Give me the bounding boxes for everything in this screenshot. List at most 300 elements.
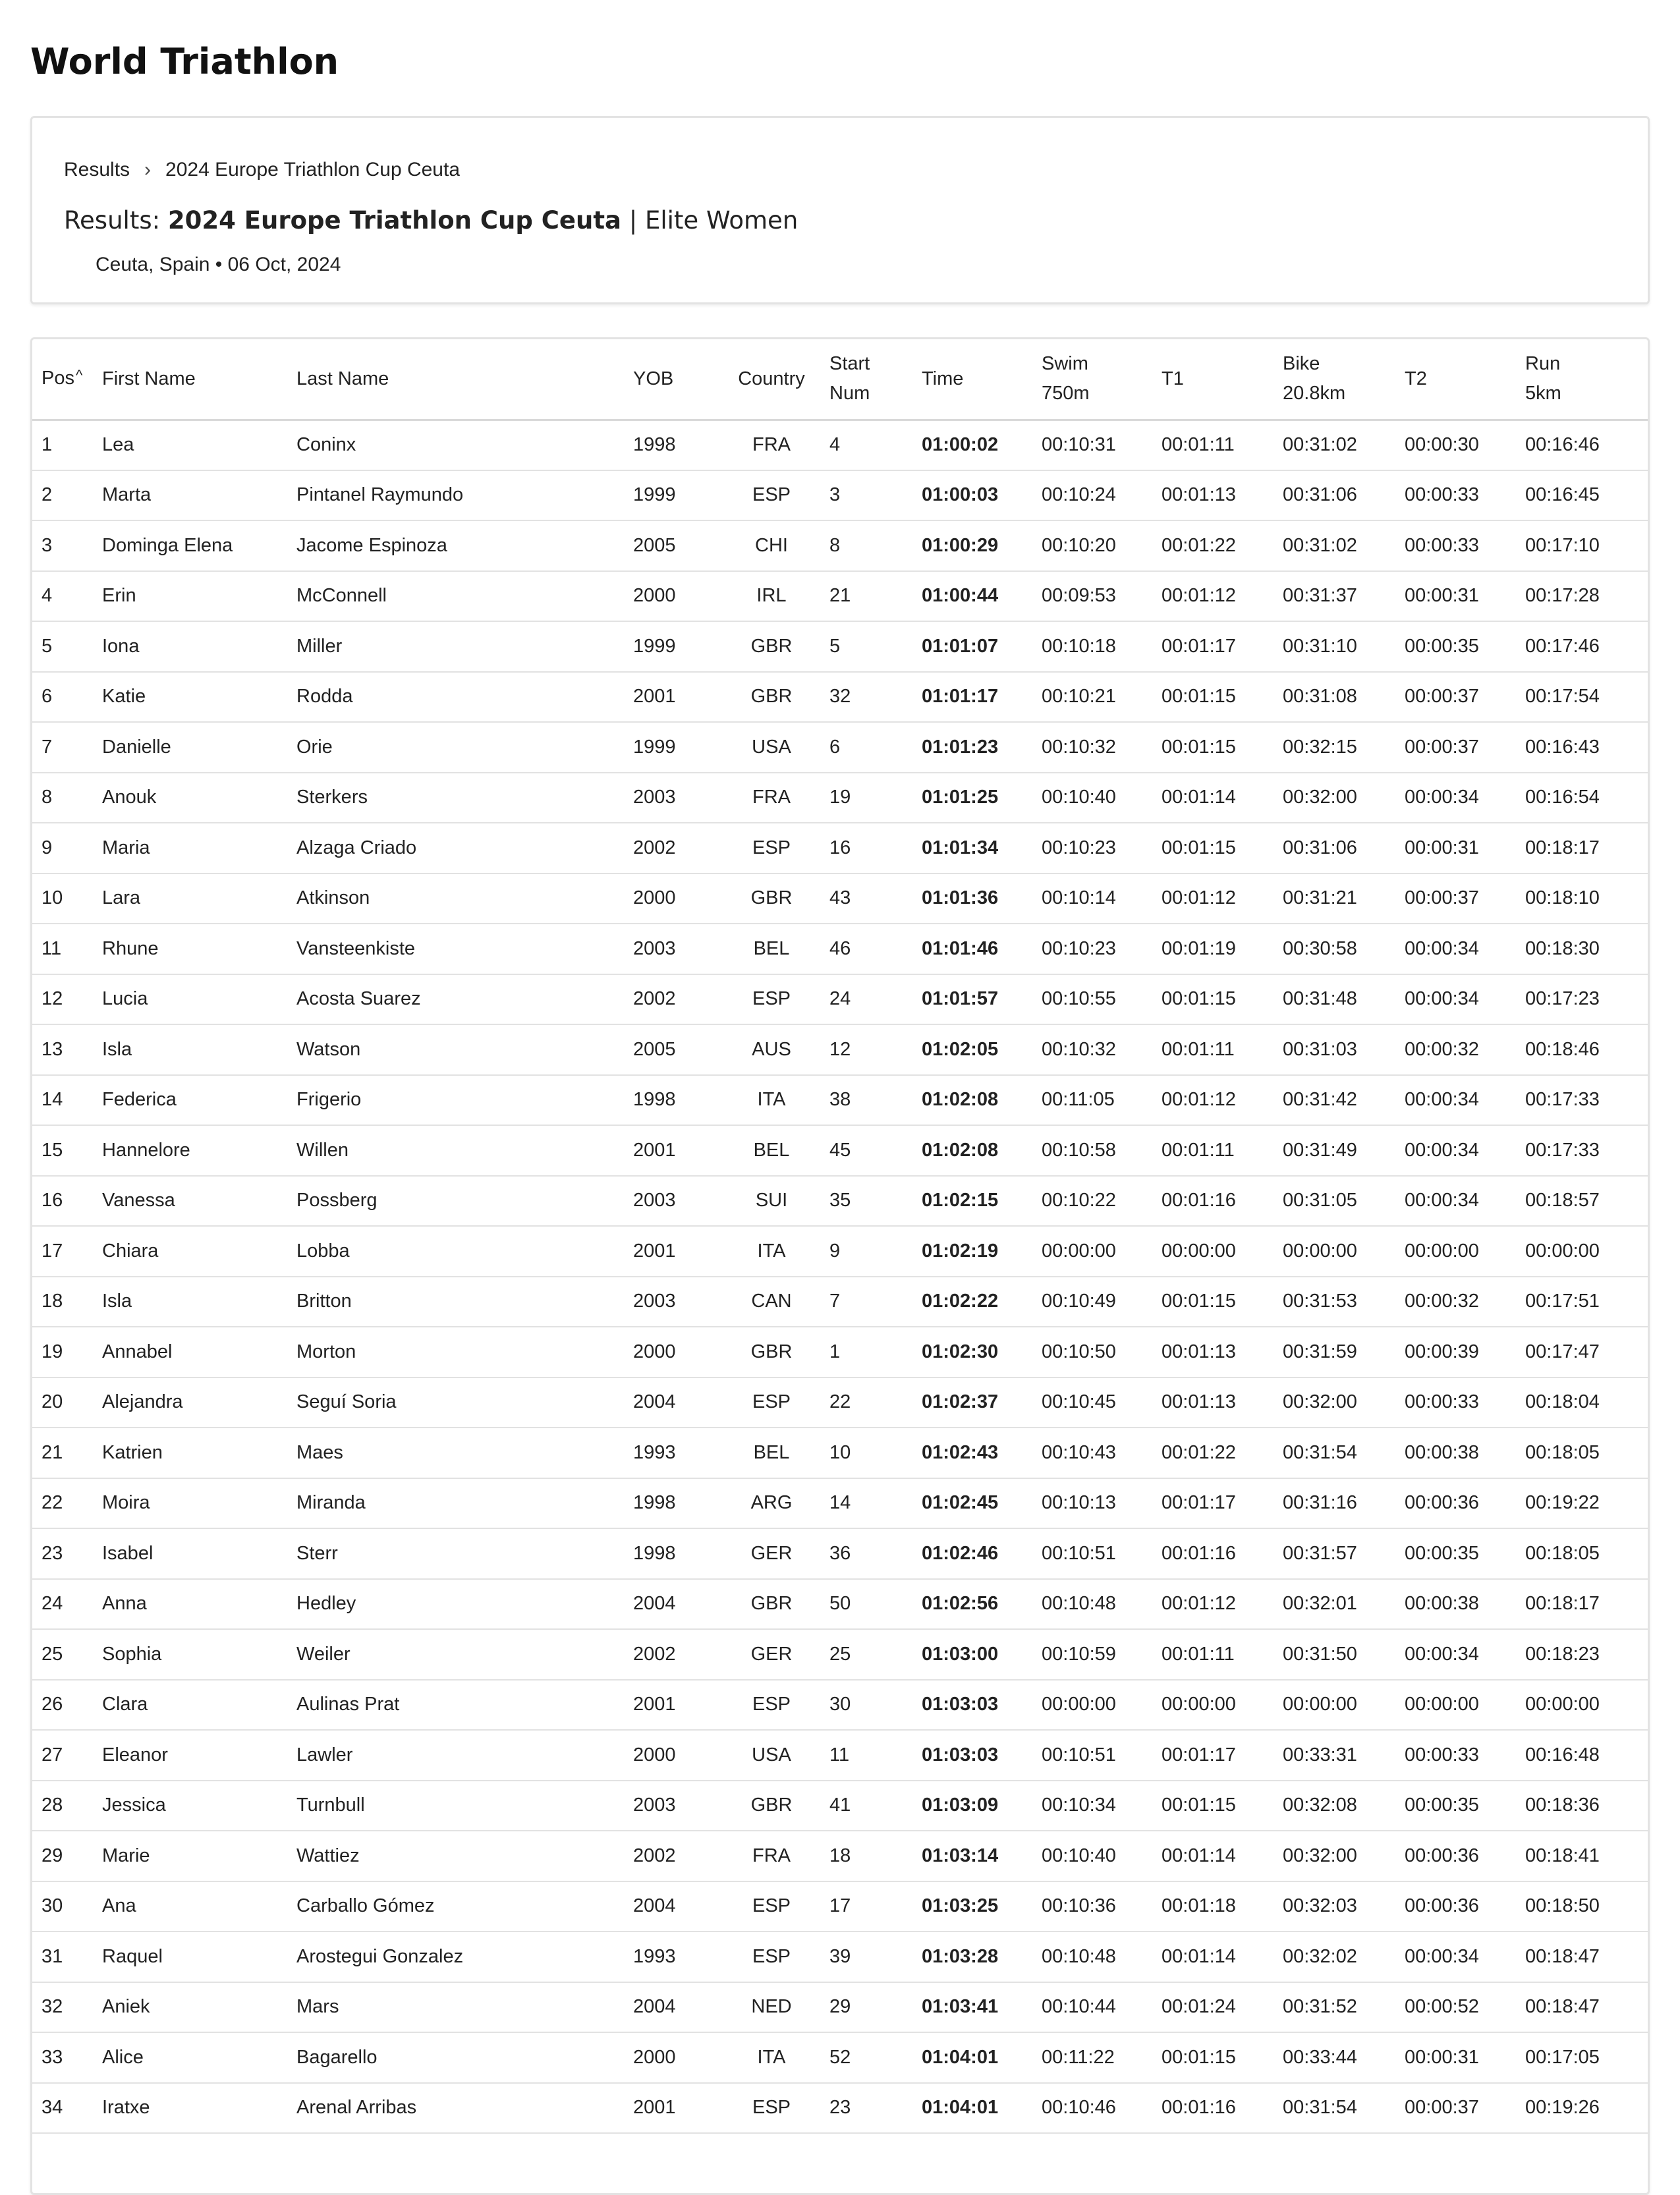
t2-cell: 00:00:34: [1395, 974, 1516, 1025]
swim-cell: 00:10:40: [1032, 773, 1152, 823]
country-cell: GER: [696, 1629, 820, 1680]
run-cell: 00:17:33: [1516, 1125, 1650, 1176]
start-num-cell: 46: [820, 924, 912, 974]
swim-cell: 00:10:22: [1032, 1176, 1152, 1227]
table-row[interactable]: [32, 621, 1650, 672]
last-name-cell: Turnbull: [287, 1781, 624, 1831]
pos-cell: 29: [32, 1831, 93, 1881]
swim-cell: 00:10:34: [1032, 1781, 1152, 1831]
t2-cell: 00:00:32: [1395, 1277, 1516, 1327]
last-name-cell: Watson: [287, 1024, 624, 1075]
t1-cell: 00:00:00: [1152, 1226, 1274, 1277]
t1-cell: 00:01:22: [1152, 520, 1274, 571]
time-cell: 01:01:34: [912, 823, 1032, 874]
time-cell: 01:00:29: [912, 520, 1032, 571]
t2-cell: 00:00:33: [1395, 1377, 1516, 1428]
bike-label-2: 20.8km: [1283, 383, 1346, 404]
last-name-cell: Willen: [287, 1125, 624, 1176]
start-num-cell: 17: [820, 1881, 912, 1932]
pos-cell: 17: [32, 1226, 93, 1277]
t2-cell: 00:00:34: [1395, 1629, 1516, 1680]
t1-cell: 00:01:15: [1152, 1277, 1274, 1327]
start-num-cell: 22: [820, 1377, 912, 1428]
run-cell: 00:18:04: [1516, 1377, 1650, 1428]
table-row[interactable]: [32, 924, 1650, 974]
yob-cell: 2003: [624, 1176, 696, 1227]
start-num-cell: 9: [820, 1226, 912, 1277]
bike-cell: 00:33:31: [1274, 1730, 1395, 1781]
country-cell: FRA: [696, 420, 820, 470]
table-row[interactable]: [32, 823, 1650, 874]
bike-cell: 00:31:21: [1274, 874, 1395, 924]
yob-cell: 1998: [624, 1528, 696, 1579]
bike-cell: 00:31:02: [1274, 420, 1395, 470]
first-name-cell: Moira: [93, 1478, 287, 1529]
first-name-cell: Hannelore: [93, 1125, 287, 1176]
swim-cell: 00:10:46: [1032, 2083, 1152, 2134]
first-name-cell: Isla: [93, 1277, 287, 1327]
pos-cell: 21: [32, 1428, 93, 1478]
yob-cell: 2000: [624, 571, 696, 622]
site-brand[interactable]: World Triathlon: [30, 41, 339, 82]
country-cell: FRA: [696, 773, 820, 823]
yob-cell: 2001: [624, 672, 696, 723]
column-pos-header[interactable]: [32, 339, 93, 420]
breadcrumb-current: 2024 Europe Triathlon Cup Ceuta: [165, 159, 461, 181]
start-num-cell: 18: [820, 1831, 912, 1881]
last-name-cell: Sterr: [287, 1528, 624, 1579]
yob-cell: 2000: [624, 874, 696, 924]
t2-cell: 00:00:52: [1395, 1982, 1516, 2033]
yob-cell: 1999: [624, 722, 696, 773]
table-row[interactable]: [32, 773, 1650, 823]
table-row[interactable]: [32, 1931, 1650, 1982]
bike-cell: 00:31:52: [1274, 1982, 1395, 2033]
t2-cell: 00:00:35: [1395, 1781, 1516, 1831]
table-row[interactable]: [32, 1075, 1650, 1126]
table-row[interactable]: [32, 520, 1650, 571]
t2-cell: 00:00:34: [1395, 1125, 1516, 1176]
column-t1-header[interactable]: T1: [1152, 339, 1274, 420]
start-num-cell: 25: [820, 1629, 912, 1680]
t2-cell: 00:00:34: [1395, 1075, 1516, 1126]
t1-cell: 00:01:17: [1152, 621, 1274, 672]
swim-cell: 00:10:36: [1032, 1881, 1152, 1932]
t2-cell: 00:00:33: [1395, 1730, 1516, 1781]
table-row[interactable]: [32, 672, 1650, 723]
table-row[interactable]: [32, 1327, 1650, 1377]
table-row[interactable]: [32, 420, 1650, 470]
run-cell: 00:18:17: [1516, 823, 1650, 874]
column-last-name-header[interactable]: Last Name: [287, 339, 624, 420]
swim-cell: 00:10:45: [1032, 1377, 1152, 1428]
start-num-cell: 4: [820, 420, 912, 470]
bike-label-1: Bike: [1283, 353, 1320, 375]
swim-cell: 00:10:21: [1032, 672, 1152, 723]
first-name-cell: Katrien: [93, 1428, 287, 1478]
country-cell: CAN: [696, 1277, 820, 1327]
table-row[interactable]: [32, 1781, 1650, 1831]
table-row[interactable]: [32, 1176, 1650, 1227]
time-cell: 01:01:46: [912, 924, 1032, 974]
t2-cell: 00:00:37: [1395, 2083, 1516, 2134]
column-yob-header[interactable]: YOB: [624, 339, 696, 420]
table-row[interactable]: [32, 1629, 1650, 1680]
pos-cell: 33: [32, 2032, 93, 2083]
bike-cell: 00:31:37: [1274, 571, 1395, 622]
country-cell: ESP: [696, 1931, 820, 1982]
last-name-cell: Weiler: [287, 1629, 624, 1680]
country-cell: SUI: [696, 1176, 820, 1227]
results-header-card: [30, 116, 1650, 304]
t2-cell: 00:00:37: [1395, 672, 1516, 723]
yob-cell: 2004: [624, 1377, 696, 1428]
swim-cell: 00:10:23: [1032, 823, 1152, 874]
last-name-cell: Arenal Arribas: [287, 2083, 624, 2134]
table-row[interactable]: [32, 2083, 1650, 2134]
country-cell: ESP: [696, 470, 820, 521]
pos-cell: 23: [32, 1528, 93, 1579]
pos-cell: 12: [32, 974, 93, 1025]
last-name-cell: McConnell: [287, 571, 624, 622]
pos-cell: 2: [32, 470, 93, 521]
column-t2-header[interactable]: T2: [1395, 339, 1516, 420]
last-name-cell: Wattiez: [287, 1831, 624, 1881]
run-cell: 00:18:05: [1516, 1528, 1650, 1579]
run-cell: 00:18:41: [1516, 1831, 1650, 1881]
country-cell: ITA: [696, 2032, 820, 2083]
run-cell: 00:16:46: [1516, 420, 1650, 470]
pos-cell: 31: [32, 1931, 93, 1982]
t2-cell: 00:00:35: [1395, 621, 1516, 672]
time-cell: 01:00:02: [912, 420, 1032, 470]
t2-cell: 00:00:36: [1395, 1881, 1516, 1932]
page-title: [64, 206, 798, 235]
swim-cell: 00:10:55: [1032, 974, 1152, 1025]
pos-cell: 10: [32, 874, 93, 924]
swim-cell: 00:10:44: [1032, 1982, 1152, 2033]
time-cell: 01:02:05: [912, 1024, 1032, 1075]
t1-cell: 00:01:13: [1152, 470, 1274, 521]
column-run-header[interactable]: [1516, 339, 1650, 420]
time-cell: 01:01:36: [912, 874, 1032, 924]
first-name-cell: Iratxe: [93, 2083, 287, 2134]
bike-cell: 00:31:53: [1274, 1277, 1395, 1327]
run-cell: 00:18:57: [1516, 1176, 1650, 1227]
breadcrumb-results-link[interactable]: Results: [64, 159, 130, 181]
swim-cell: 00:10:49: [1032, 1277, 1152, 1327]
t1-cell: 00:01:19: [1152, 924, 1274, 974]
swim-cell: 00:00:00: [1032, 1226, 1152, 1277]
swim-cell: 00:10:40: [1032, 1831, 1152, 1881]
t1-cell: 00:01:12: [1152, 874, 1274, 924]
table-row[interactable]: [32, 1428, 1650, 1478]
yob-cell: 2003: [624, 773, 696, 823]
t1-cell: 00:01:11: [1152, 1024, 1274, 1075]
yob-cell: 2001: [624, 1125, 696, 1176]
column-time-header[interactable]: Time: [912, 339, 1032, 420]
yob-cell: 2003: [624, 1277, 696, 1327]
table-row[interactable]: [32, 1730, 1650, 1781]
title-prefix: Results:: [64, 206, 161, 235]
first-name-cell: Marta: [93, 470, 287, 521]
bike-cell: 00:32:03: [1274, 1881, 1395, 1932]
time-cell: 01:03:28: [912, 1931, 1032, 1982]
last-name-cell: Orie: [287, 722, 624, 773]
country-cell: ESP: [696, 823, 820, 874]
header-row: [32, 339, 1650, 420]
t1-cell: 00:01:11: [1152, 420, 1274, 470]
first-name-cell: Vanessa: [93, 1176, 287, 1227]
t2-cell: 00:00:31: [1395, 2032, 1516, 2083]
last-name-cell: Aulinas Prat: [287, 1680, 624, 1731]
start-num-cell: 32: [820, 672, 912, 723]
table-row[interactable]: [32, 1579, 1650, 1630]
time-cell: 01:03:00: [912, 1629, 1032, 1680]
start-num-cell: 38: [820, 1075, 912, 1126]
first-name-cell: Eleanor: [93, 1730, 287, 1781]
country-cell: FRA: [696, 1831, 820, 1881]
t2-cell: 00:00:30: [1395, 420, 1516, 470]
bike-cell: 00:31:59: [1274, 1327, 1395, 1377]
time-cell: 01:03:25: [912, 1881, 1032, 1932]
bike-cell: 00:32:08: [1274, 1781, 1395, 1831]
t2-cell: 00:00:38: [1395, 1579, 1516, 1630]
pos-cell: 3: [32, 520, 93, 571]
bike-cell: 00:00:00: [1274, 1226, 1395, 1277]
table-row[interactable]: [32, 470, 1650, 521]
t2-cell: 00:00:36: [1395, 1478, 1516, 1529]
t1-cell: 00:01:12: [1152, 1579, 1274, 1630]
time-cell: 01:02:56: [912, 1579, 1032, 1630]
time-cell: 01:01:57: [912, 974, 1032, 1025]
start-num-cell: 5: [820, 621, 912, 672]
bike-cell: 00:32:00: [1274, 1831, 1395, 1881]
time-cell: 01:02:08: [912, 1075, 1032, 1126]
table-row[interactable]: [32, 1528, 1650, 1579]
country-cell: GBR: [696, 874, 820, 924]
first-name-cell: Chiara: [93, 1226, 287, 1277]
chevron-right-icon: ›: [144, 159, 152, 181]
bike-cell: 00:31:57: [1274, 1528, 1395, 1579]
swim-cell: 00:10:48: [1032, 1579, 1152, 1630]
swim-cell: 00:10:51: [1032, 1730, 1152, 1781]
first-name-cell: Lea: [93, 420, 287, 470]
run-cell: 00:18:17: [1516, 1579, 1650, 1630]
t1-cell: 00:01:16: [1152, 1528, 1274, 1579]
run-cell: 00:18:05: [1516, 1428, 1650, 1478]
start-num-cell: 29: [820, 1982, 912, 2033]
t2-cell: 00:00:31: [1395, 571, 1516, 622]
start-num-cell: 19: [820, 773, 912, 823]
pos-cell: 19: [32, 1327, 93, 1377]
country-cell: BEL: [696, 924, 820, 974]
swim-label-2: 750m: [1042, 383, 1090, 404]
time-cell: 01:04:01: [912, 2083, 1032, 2134]
table-row[interactable]: [32, 1680, 1650, 1731]
t2-cell: 00:00:00: [1395, 1226, 1516, 1277]
t2-cell: 00:00:35: [1395, 1528, 1516, 1579]
country-cell: ITA: [696, 1226, 820, 1277]
yob-cell: 1999: [624, 621, 696, 672]
column-first-name-header[interactable]: First Name: [93, 339, 287, 420]
bike-cell: 00:31:06: [1274, 470, 1395, 521]
bike-cell: 00:32:01: [1274, 1579, 1395, 1630]
table-row[interactable]: [32, 1125, 1650, 1176]
table-row[interactable]: [32, 1478, 1650, 1529]
yob-cell: 2002: [624, 1831, 696, 1881]
time-cell: 01:03:03: [912, 1680, 1032, 1731]
table-row[interactable]: [32, 1831, 1650, 1881]
yob-cell: 2000: [624, 1730, 696, 1781]
bike-cell: 00:31:42: [1274, 1075, 1395, 1126]
pos-cell: 34: [32, 2083, 93, 2134]
t1-cell: 00:01:24: [1152, 1982, 1274, 2033]
run-cell: 00:16:45: [1516, 470, 1650, 521]
country-cell: AUS: [696, 1024, 820, 1075]
swim-cell: 00:10:18: [1032, 621, 1152, 672]
last-name-cell: Alzaga Criado: [287, 823, 624, 874]
pos-cell: 25: [32, 1629, 93, 1680]
t1-cell: 00:01:12: [1152, 1075, 1274, 1126]
country-cell: ESP: [696, 1377, 820, 1428]
yob-cell: 2001: [624, 2083, 696, 2134]
pos-cell: 16: [32, 1176, 93, 1227]
start-num-cell: 45: [820, 1125, 912, 1176]
pos-cell: 27: [32, 1730, 93, 1781]
table-row[interactable]: [32, 1982, 1650, 2033]
last-name-cell: Frigerio: [287, 1075, 624, 1126]
yob-cell: 2002: [624, 823, 696, 874]
yob-cell: 2002: [624, 974, 696, 1025]
table-row[interactable]: [32, 571, 1650, 622]
last-name-cell: Pintanel Raymundo: [287, 470, 624, 521]
time-cell: 01:02:08: [912, 1125, 1032, 1176]
swim-cell: 00:10:58: [1032, 1125, 1152, 1176]
first-name-cell: Ana: [93, 1881, 287, 1932]
t1-cell: 00:01:15: [1152, 2032, 1274, 2083]
column-bike-header[interactable]: [1274, 339, 1395, 420]
title-divider: |: [629, 206, 638, 235]
bike-cell: 00:31:05: [1274, 1176, 1395, 1227]
pos-cell: 20: [32, 1377, 93, 1428]
country-cell: ESP: [696, 1680, 820, 1731]
pos-cell: 18: [32, 1277, 93, 1327]
table-row[interactable]: [32, 1881, 1650, 1932]
table-row[interactable]: [32, 974, 1650, 1025]
time-cell: 01:02:15: [912, 1176, 1032, 1227]
t1-cell: 00:01:17: [1152, 1478, 1274, 1529]
time-cell: 01:03:03: [912, 1730, 1032, 1781]
pos-cell: 13: [32, 1024, 93, 1075]
pos-cell: 5: [32, 621, 93, 672]
bike-cell: 00:31:08: [1274, 672, 1395, 723]
country-cell: GBR: [696, 1327, 820, 1377]
first-name-cell: Annabel: [93, 1327, 287, 1377]
column-start-num-header[interactable]: [820, 339, 912, 420]
country-cell: GBR: [696, 621, 820, 672]
bike-cell: 00:31:54: [1274, 2083, 1395, 2134]
start-num-cell: 41: [820, 1781, 912, 1831]
start-num-cell: 23: [820, 2083, 912, 2134]
time-cell: 01:01:07: [912, 621, 1032, 672]
time-cell: 01:02:46: [912, 1528, 1032, 1579]
t2-cell: 00:00:37: [1395, 722, 1516, 773]
column-country-header[interactable]: Country: [696, 339, 820, 420]
t2-cell: 00:00:00: [1395, 1680, 1516, 1731]
t1-cell: 00:01:15: [1152, 1781, 1274, 1831]
table-row[interactable]: [32, 1377, 1650, 1428]
last-name-cell: Sterkers: [287, 773, 624, 823]
yob-cell: 1998: [624, 1075, 696, 1126]
last-name-cell: Carballo Gómez: [287, 1881, 624, 1932]
t1-cell: 00:01:22: [1152, 1428, 1274, 1478]
swim-cell: 00:10:14: [1032, 874, 1152, 924]
swim-cell: 00:10:51: [1032, 1528, 1152, 1579]
last-name-cell: Coninx: [287, 420, 624, 470]
bike-cell: 00:31:06: [1274, 823, 1395, 874]
first-name-cell: Isabel: [93, 1528, 287, 1579]
country-cell: ARG: [696, 1478, 820, 1529]
start-num-cell: 52: [820, 2032, 912, 2083]
swim-cell: 00:10:43: [1032, 1428, 1152, 1478]
t1-cell: 00:01:16: [1152, 1176, 1274, 1227]
start-num-cell: 39: [820, 1931, 912, 1982]
t2-cell: 00:00:38: [1395, 1428, 1516, 1478]
table-row[interactable]: [32, 722, 1650, 773]
table-row[interactable]: [32, 1024, 1650, 1075]
run-cell: 00:16:43: [1516, 722, 1650, 773]
last-name-cell: Miller: [287, 621, 624, 672]
pos-cell: 30: [32, 1881, 93, 1932]
bike-cell: 00:31:54: [1274, 1428, 1395, 1478]
last-name-cell: Vansteenkiste: [287, 924, 624, 974]
table-row[interactable]: [32, 2032, 1650, 2083]
run-cell: 00:00:00: [1516, 1226, 1650, 1277]
t2-cell: 00:00:32: [1395, 1024, 1516, 1075]
country-cell: USA: [696, 1730, 820, 1781]
start-num-cell: 7: [820, 1277, 912, 1327]
bike-cell: 00:31:50: [1274, 1629, 1395, 1680]
time-cell: 01:02:22: [912, 1277, 1032, 1327]
run-cell: 00:18:47: [1516, 1982, 1650, 2033]
last-name-cell: Possberg: [287, 1176, 624, 1227]
bike-cell: 00:31:49: [1274, 1125, 1395, 1176]
t2-cell: 00:00:34: [1395, 773, 1516, 823]
t2-cell: 00:00:36: [1395, 1831, 1516, 1881]
first-name-cell: Marie: [93, 1831, 287, 1881]
table-row[interactable]: [32, 874, 1650, 924]
run-cell: 00:00:00: [1516, 1680, 1650, 1731]
last-name-cell: Arostegui Gonzalez: [287, 1931, 624, 1982]
last-name-cell: Lawler: [287, 1730, 624, 1781]
pos-cell: 9: [32, 823, 93, 874]
column-swim-header[interactable]: [1032, 339, 1152, 420]
pos-cell: 7: [32, 722, 93, 773]
first-name-cell: Anna: [93, 1579, 287, 1630]
table-row[interactable]: [32, 1277, 1650, 1327]
table-row[interactable]: [32, 1226, 1650, 1277]
country-cell: ITA: [696, 1075, 820, 1126]
swim-cell: 00:10:48: [1032, 1931, 1152, 1982]
event-name: 2024 Europe Triathlon Cup Ceuta: [167, 206, 621, 235]
time-cell: 01:01:25: [912, 773, 1032, 823]
run-cell: 00:19:22: [1516, 1478, 1650, 1529]
yob-cell: 1998: [624, 420, 696, 470]
bike-cell: 00:00:00: [1274, 1680, 1395, 1731]
t1-cell: 00:00:00: [1152, 1680, 1274, 1731]
yob-cell: 2002: [624, 1629, 696, 1680]
